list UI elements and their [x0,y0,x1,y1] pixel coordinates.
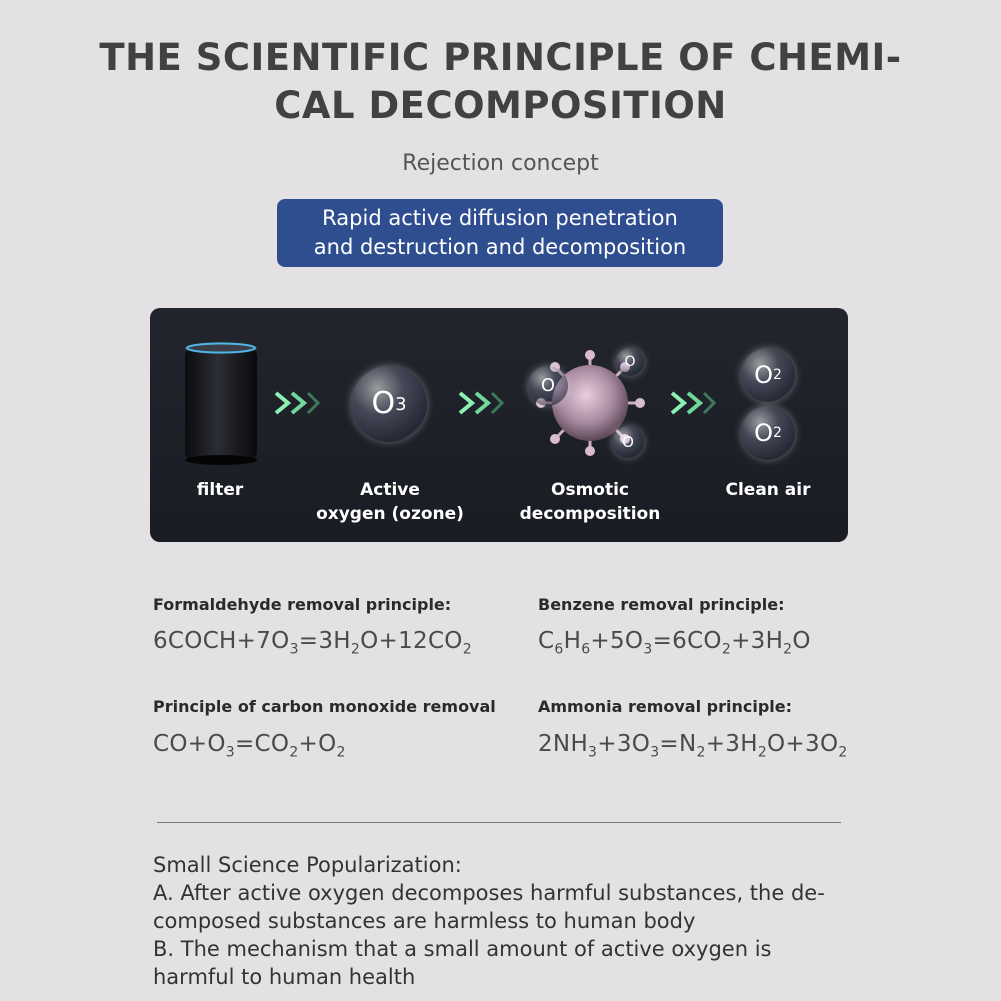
ammonia-label: Ammonia removal principle: [538,697,793,716]
arrow-right-icon [668,388,718,418]
oxygen-subscript: 2 [772,425,782,441]
benzene-label: Benzene removal principle: [538,595,785,614]
benzene-equation: $C_6H_6+5O_3=6CO_2+3H_2O$ [538,628,811,658]
concept-line-1: Rapid active diffusion penetration [322,206,678,230]
ozone-small-symbol: O [540,375,556,396]
ozone-symbol: O [371,386,396,421]
title-line-2: CAL DECOMPOSITION [274,84,727,127]
stage-label-active-line-1: Active [360,480,420,500]
concept-banner [277,199,723,267]
oxygen-bubble-icon [741,348,795,402]
ozone-bubble-small-icon [528,366,568,406]
ozone-bubble-icon [351,366,427,442]
stage-label-filter: filter [196,480,244,500]
page-title [0,34,1001,130]
process-panel [150,308,848,542]
stage-label-osmotic-line-2: decomposition [519,504,661,524]
stage-label-active-oxygen [305,478,475,526]
oxygen-symbol: O [754,419,773,447]
carbon-monoxide-equation: $CO+O_3=CO_2+O_2$ [153,731,346,761]
arrow-right-icon [272,388,322,418]
title-line-1: THE SCIENTIFIC PRINCIPLE OF CHEMI- [99,36,902,79]
stage-label-osmotic [510,478,670,526]
stage-label-active-line-2: oxygen (ozone) [316,504,464,524]
arrow-right-icon [456,388,506,418]
ozone-small-symbol: O [622,432,634,451]
ozone-subscript: 3 [395,393,407,415]
ammonia-equation: $2NH_3+3O_3=N_2+3H_2O+3O_2$ [538,731,848,761]
stage-label-clean-air: Clean air [725,480,811,500]
subtitle: Rejection concept [402,151,599,176]
oxygen-bubble-icon [741,406,795,460]
note-b-line-2: harmful to human health [153,965,416,989]
filter-device-icon [182,340,260,470]
formaldehyde-equation: $6COCH+7O_3=3H_2O+12CO_2$ [153,628,472,658]
ozone-small-symbol: O [624,354,636,370]
stage-label-osmotic-line-1: Osmotic [551,480,629,500]
ozone-bubble-small-icon [612,426,644,458]
note-a-line-1: A. After active oxygen decomposes harmful substances, the de- [153,881,825,905]
carbon-monoxide-label: Principle of carbon monoxide removal [153,697,496,716]
notes-heading: Small Science Popularization: [153,853,462,877]
note-a-line-2: composed substances are harmless to human body [153,909,696,933]
divider [157,822,841,823]
ozone-bubble-small-icon [616,348,644,376]
oxygen-subscript: 2 [772,367,782,383]
oxygen-symbol: O [754,361,773,389]
concept-line-2: and destruction and decomposition [313,235,687,259]
formaldehyde-label: Formaldehyde removal principle: [153,595,452,614]
note-b-line-1: B. The mechanism that a small amount of active oxygen is [153,937,772,961]
